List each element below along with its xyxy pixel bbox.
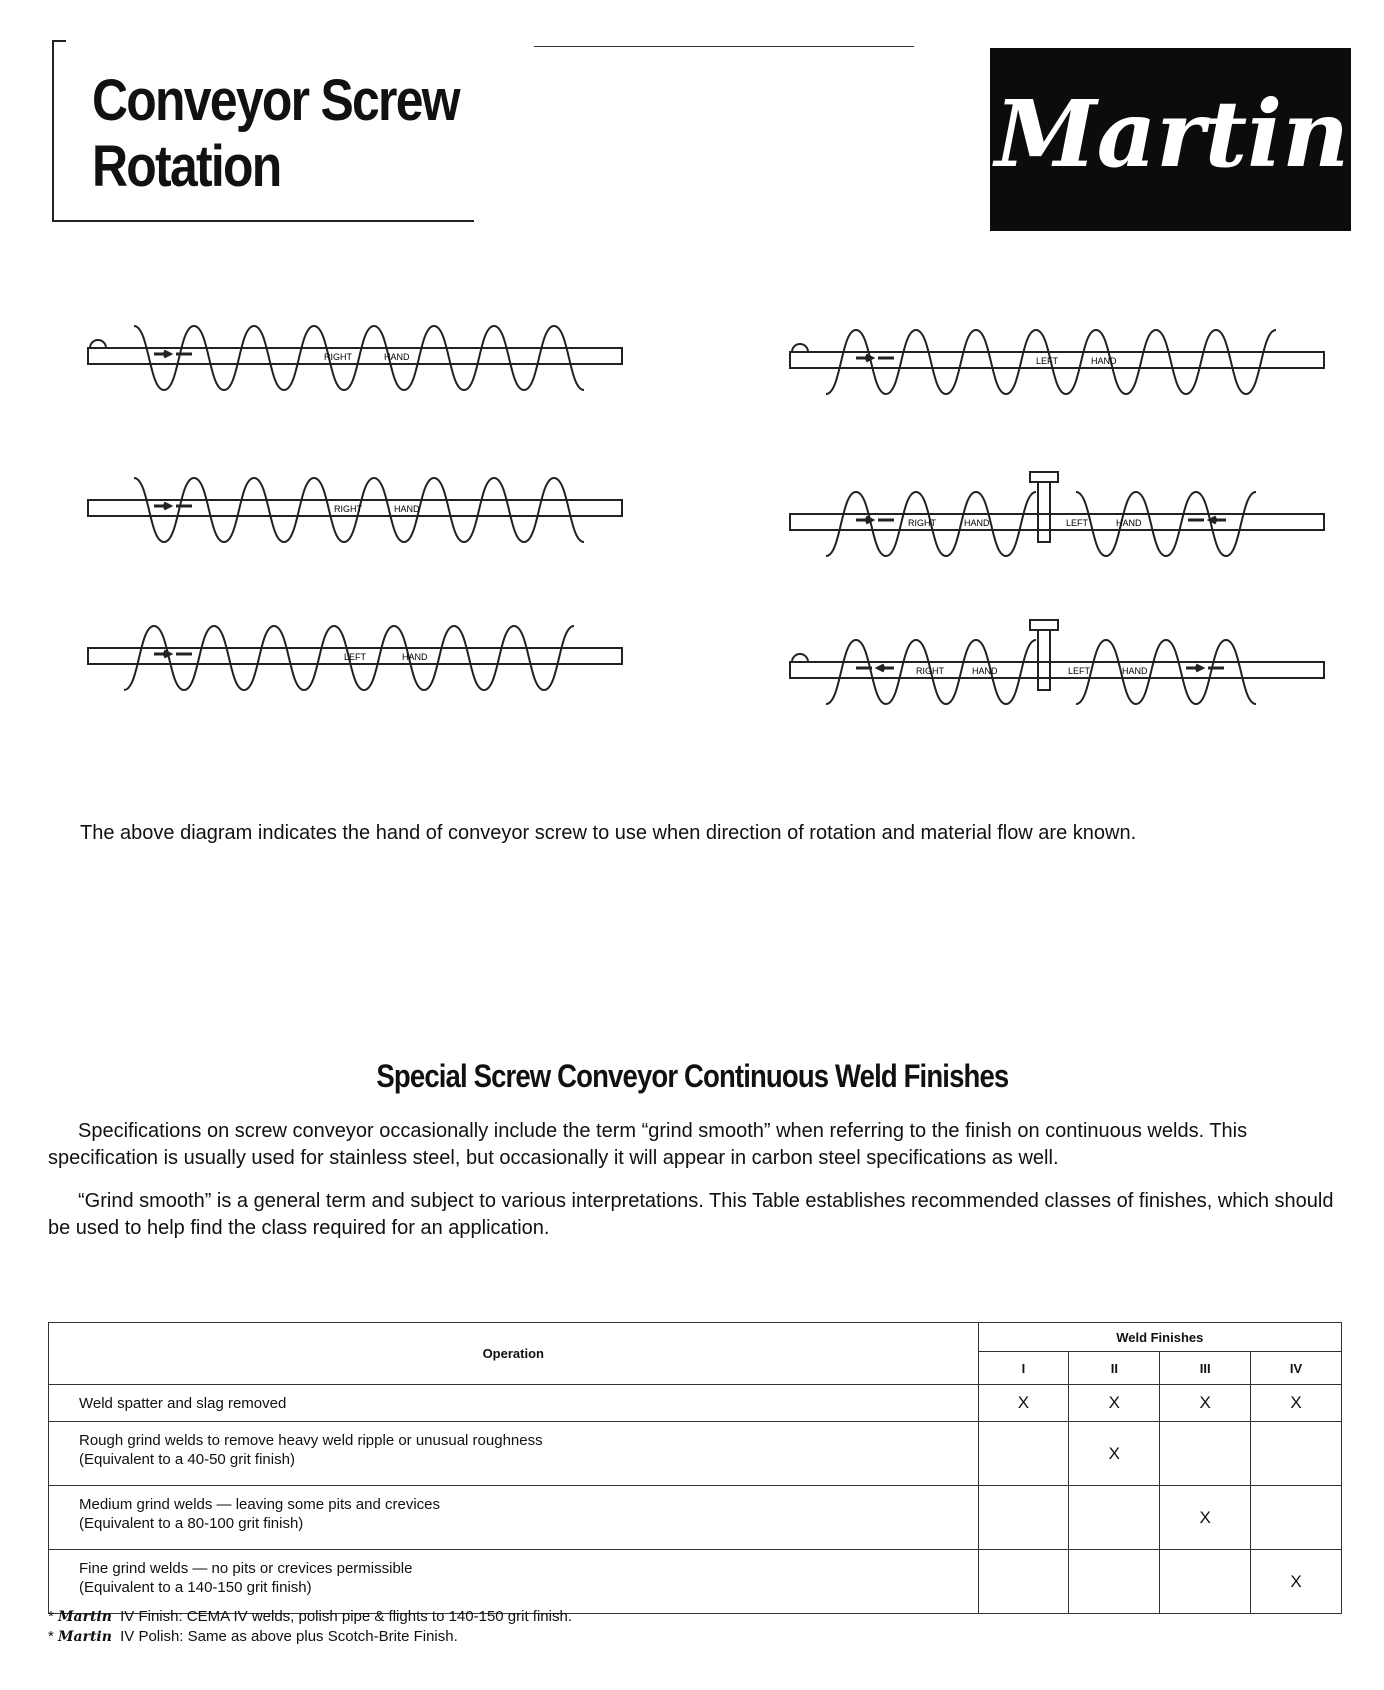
screw-diagram-2 (786, 322, 1326, 402)
screw-diagram-1 (84, 318, 624, 398)
flow-arrow-icon (856, 665, 894, 671)
diagram-caption: The above diagram indicates the hand of conveyor screw to use when direction of rotation and material flow are known. (80, 822, 1137, 844)
footnote-marker: * (48, 1608, 54, 1625)
hand-label-b: HAND (402, 652, 428, 662)
footnote-text: IV Finish: CEMA IV welds, polish pipe & flights to 140-150 grit finish. (120, 1608, 572, 1625)
hand-label-a: RIGHT (324, 352, 352, 362)
operation-subtext: (Equivalent to a 80-100 grit finish) (79, 1515, 304, 1532)
operation-cell (49, 1486, 979, 1550)
flight-helix-right (1076, 492, 1256, 556)
operation-text: Medium grind welds — leaving some pits and crevices (79, 1496, 440, 1513)
class-header-1: I (978, 1352, 1069, 1385)
finish-mark (978, 1422, 1069, 1486)
section-title-text: Special Screw Conveyor Continuous Weld Finishes (376, 1058, 1008, 1094)
finish-mark: X (1251, 1550, 1342, 1614)
finish-mark (978, 1486, 1069, 1550)
operation-subtext: (Equivalent to a 140-150 grit finish) (79, 1579, 312, 1596)
martin-mini-logo: Martin (58, 1609, 112, 1625)
page-title (92, 68, 459, 200)
finish-mark: X (1160, 1486, 1251, 1550)
hand-label-a: RIGHT (908, 518, 936, 528)
finish-mark: X (1160, 1385, 1251, 1422)
paragraph-2: “Grind smooth” is a general term and subject to various interpretations. This Table establishes recommended classes of finishes, which should be used to help find the class required for an application. (48, 1190, 1334, 1239)
hand-label-b: HAND (1091, 356, 1117, 366)
hand-label-b: HAND (394, 504, 420, 514)
finish-mark (1160, 1550, 1251, 1614)
footnote-text: IV Polish: Same as above plus Scotch-Brite Finish. (120, 1628, 458, 1645)
flow-arrow-icon (856, 355, 894, 361)
finish-mark: X (978, 1385, 1069, 1422)
operation-text: Rough grind welds to remove heavy weld ripple or unusual roughness (79, 1432, 543, 1449)
finish-mark: X (1069, 1422, 1160, 1486)
finish-mark: X (1069, 1385, 1160, 1422)
footnote-2 (48, 1628, 458, 1645)
title-line-1: Conveyor Screw (92, 68, 459, 133)
flow-arrow-icon (154, 351, 192, 357)
title-line-2: Rotation (92, 134, 281, 199)
flow-arrow-icon (154, 651, 192, 657)
hand-label-a: LEFT (344, 652, 367, 662)
operation-text: Weld spatter and slag removed (79, 1394, 287, 1412)
operation-text: Fine grind welds — no pits or crevices permissible (79, 1560, 413, 1577)
footnote-marker: * (48, 1628, 54, 1645)
operation-cell (49, 1422, 979, 1486)
operation-cell (49, 1550, 979, 1614)
table-row (49, 1422, 1342, 1486)
flight-helix-right (1076, 640, 1256, 704)
hanger-bracket-icon (1030, 472, 1058, 482)
operation-cell (49, 1385, 979, 1422)
hand-label-a: LEFT (1036, 356, 1059, 366)
hanger-bracket-icon (1030, 620, 1058, 630)
hand-label-b: HAND (964, 518, 990, 528)
weld-finishes-header: Weld Finishes (978, 1323, 1341, 1352)
operation-header: Operation (49, 1323, 979, 1385)
finish-mark: X (1251, 1385, 1342, 1422)
section-title (0, 1058, 1384, 1095)
martin-logo-graphic (990, 48, 1351, 231)
hand-label-d: HAND (1116, 518, 1142, 528)
hand-label-a: RIGHT (334, 504, 362, 514)
class-header-2: II (1069, 1352, 1160, 1385)
screw-diagram-4 (786, 468, 1326, 568)
finish-mark (1251, 1486, 1342, 1550)
flight-helix (134, 326, 584, 390)
flow-arrow-icon (856, 517, 894, 523)
hand-label-a: RIGHT (916, 666, 944, 676)
finish-mark (1251, 1422, 1342, 1486)
hanger-icon (1038, 482, 1050, 542)
hand-label-c: LEFT (1066, 518, 1089, 528)
hanger-icon (1038, 630, 1050, 690)
title-frame (52, 40, 934, 222)
class-header-3: III (1160, 1352, 1251, 1385)
finish-mark (1069, 1550, 1160, 1614)
weld-finishes-table (48, 1322, 1342, 1614)
finish-mark (978, 1550, 1069, 1614)
flow-arrow-icon (1186, 665, 1224, 671)
finish-mark (1160, 1422, 1251, 1486)
hand-label-b: HAND (972, 666, 998, 676)
hand-label-b: HAND (384, 352, 410, 362)
flow-arrow-icon (1188, 517, 1226, 523)
table-row (49, 1550, 1342, 1614)
logo-wordmark: Martin (994, 80, 1350, 188)
operation-subtext: (Equivalent to a 40-50 grit finish) (79, 1451, 295, 1468)
flow-arrow-icon (154, 503, 192, 509)
hand-label-d: HAND (1122, 666, 1148, 676)
screw-diagram-6 (786, 616, 1326, 716)
class-header-4: IV (1251, 1352, 1342, 1385)
screw-diagram-5 (84, 618, 624, 698)
screw-diagram-3 (84, 470, 624, 550)
hand-label-c: LEFT (1068, 666, 1091, 676)
finish-mark (1069, 1486, 1160, 1550)
table-row (49, 1385, 1342, 1422)
martin-logo (990, 48, 1351, 231)
table-row (49, 1486, 1342, 1550)
footnote-1 (48, 1608, 572, 1625)
martin-mini-logo: Martin (58, 1629, 112, 1645)
paragraph-1: Specifications on screw conveyor occasionally include the term “grind smooth” when referring to the finish on continuous welds. This specification is usually used for stainless steel, but occasionally it will appear in carbon steel specifications as well. (48, 1120, 1248, 1169)
